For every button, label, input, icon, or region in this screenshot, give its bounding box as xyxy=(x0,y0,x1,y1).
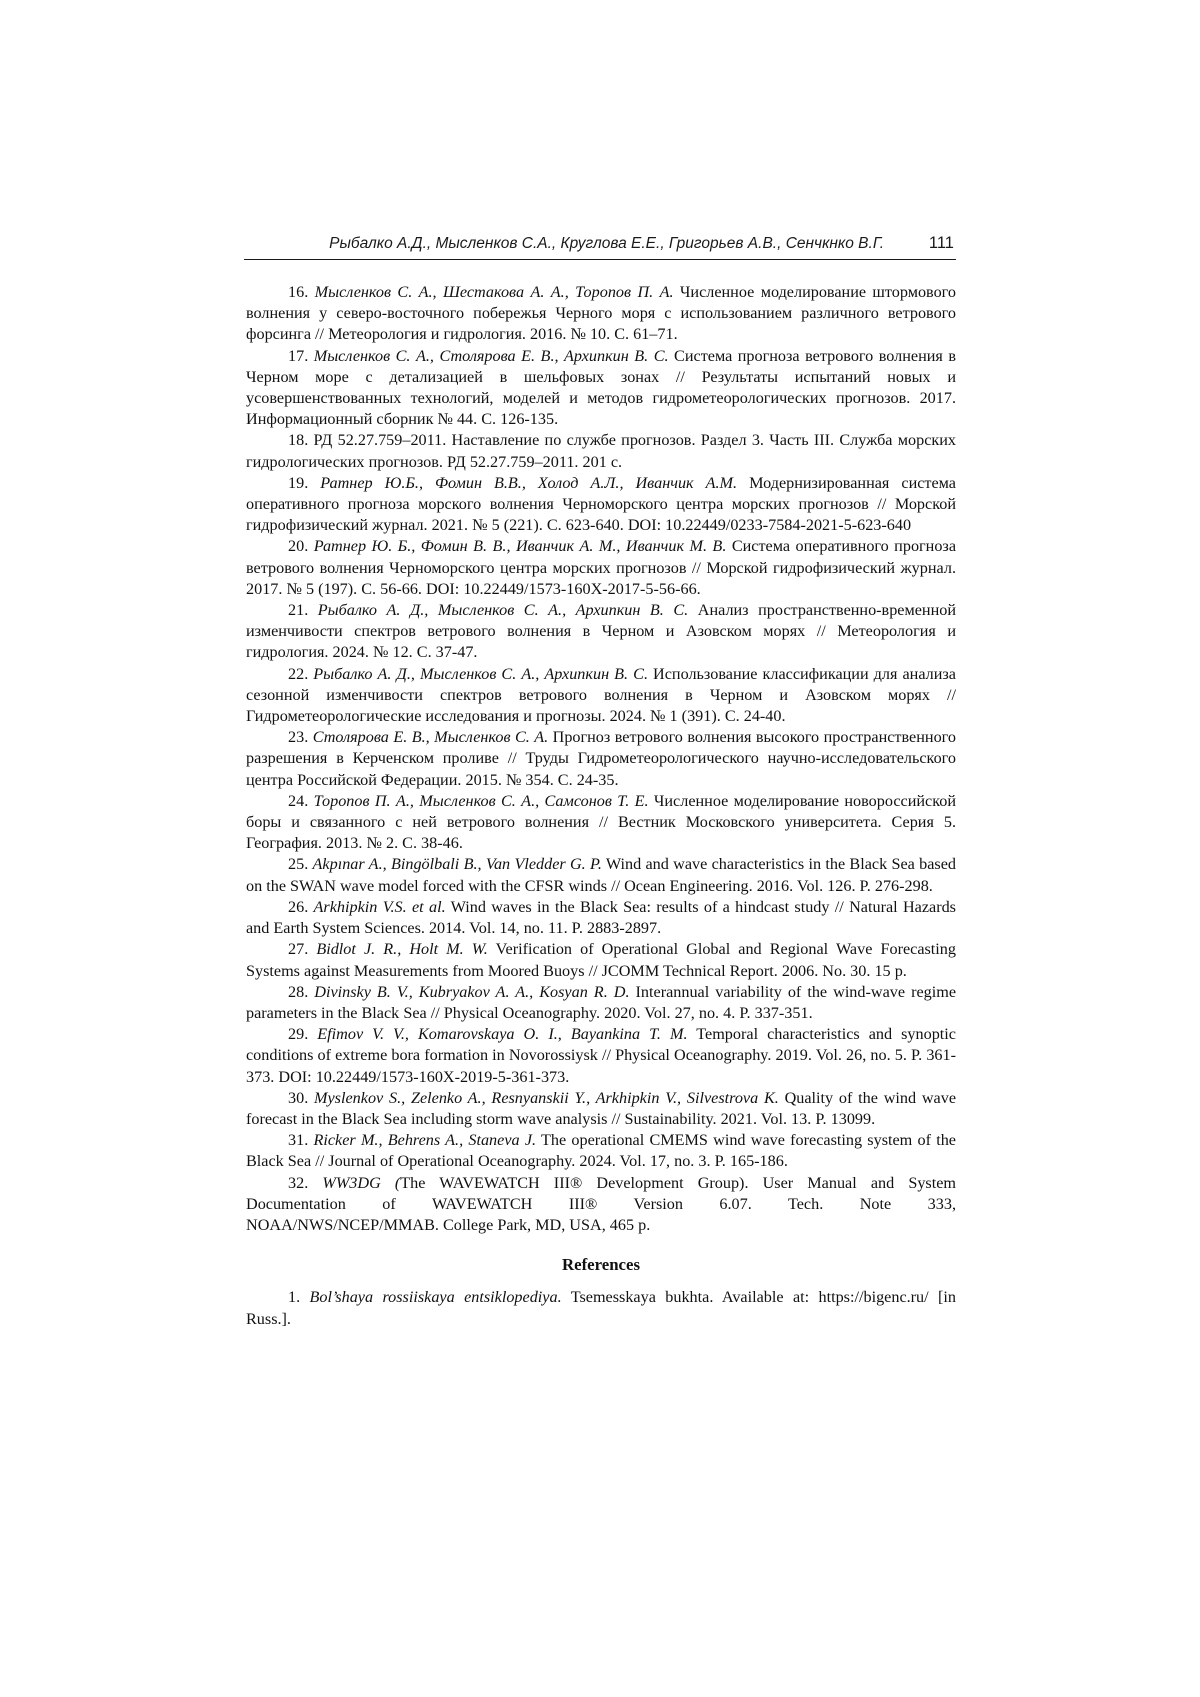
header-authors: Рыбалко А.Д., Мысленков С.А., Круглова Е.Е., Григорьев А.В., Сенчкнко В.Г. xyxy=(329,235,884,252)
reference-item: 27. Bidlot J. R., Holt M. W. Verification of Operational Global and Regional Wave Forecasting Systems against Measurements from Moored Buoys // JCOMM Technical Report. 2006. No. 30. 15 p. xyxy=(246,940,956,980)
running-head xyxy=(244,233,956,260)
reference-item: 21. Рыбалко А. Д., Мысленков С. А., Архипкин В. С. Анализ пространственно-временной изменчивости спектров ветрового волнения в Черном и Азовском морях // Метеорология и гидрология. 2024. № 12. С. 37-47. xyxy=(246,601,956,662)
reference-list xyxy=(246,282,956,1330)
reference-item: 16. Мысленков С. А., Шестакова А. А., Торопов П. А. Численное моделирование штормового волнения у северо-восточного побережья Черного моря с использованием различного ветрового форсинга // Метеорология и гидрология. 2016. № 10. С. 61–71. xyxy=(246,283,956,344)
reference-item: 19. Ратнер Ю.Б., Фомин В.В., Холод А.Л., Иванчик А.М. Модернизированная система оперативного прогноза морского волнения Черноморского центра морских прогнозов // Морской гидрофизический журнал. 2021. № 5 (221). С. 623-640. DOI: 10.22449/0233-7584-2021-5-623-640 xyxy=(246,473,956,535)
reference-item: 29. Efimov V. V., Komarovskaya O. I., Bayankina T. M. Temporal characteristics and synoptic conditions of extreme bora formation in Novorossiysk // Physical Oceanography. 2019. Vol. 26, no. 5. P. 361-373. DOI: 10.22449/1573-160X-2019-5-361-373. xyxy=(246,1025,956,1086)
reference-item: 25. Akpınar A., Bingölbali B., Van Vledder G. P. Wind and wave characteristics in the Black Sea based on the SWAN wave model forced with the CFSR winds // Ocean Engineering. 2016. Vol. 126. P. 276-298. xyxy=(246,855,956,895)
reference-item: 32. WW3DG (The WAVEWATCH III® Development Group). User Manual and System Documentation of WAVEWATCH III® Version 6.07. Tech. Note 333, NOAA/NWS/NCEP/MMAB. College Park, MD, USA, 465 p. xyxy=(246,1173,956,1237)
references-heading: References xyxy=(562,1255,640,1275)
reference-item: 24. Торопов П. А., Мысленков С. А., Самсонов Т. Е. Численное моделирование новороссийской боры и связанного с ней ветрового волнения // Вестник Московского университета. Серия 5. География. 2013. № 2. С. 38-46. xyxy=(246,791,956,853)
reference-item: 22. Рыбалко А. Д., Мысленков С. А., Архипкин В. С. Использование классификации для анализа сезонной изменчивости спектров ветрового волнения в Черном и Азовском морях // Гидрометеорологические исследования и прогнозы. 2024. № 1 (391). С. 24-40. xyxy=(246,664,956,726)
reference-item: 20. Ратнер Ю. Б., Фомин В. В., Иванчик А. М., Иванчик М. В. Система оперативного прогноза ветрового волнения Черноморского центра морских прогнозов // Морской гидрофизический журнал. 2017. № 5 (197). С. 56-66. DOI: 10.22449/1573-160X-2017-5-56-66. xyxy=(246,537,957,598)
reference-item: 1. Bol’shaya rossiiskaya entsiklopediya. Tsemesskaya bukhta. Available at: https://bigenc.ru/ [in Russ.]. xyxy=(246,1288,957,1328)
reference-item: 31. Ricker M., Behrens A., Staneva J. The operational CMEMS wind wave forecasting system of the Black Sea // Journal of Operational Oceanography. 2024. Vol. 17, no. 3. P. 165-186. xyxy=(246,1131,956,1171)
reference-item: 30. Myslenkov S., Zelenko A., Resnyanskii Y., Arkhipkin V., Silvestrova K. Quality of the wind wave forecast in the Black Sea including storm wave analysis // Sustainability. 2021. Vol. 13. P. 13099. xyxy=(246,1088,957,1128)
reference-item: 17. Мысленков С. А., Столярова Е. В., Архипкин В. С. Система прогноза ветрового волнения в Черном море с детализацией в шельфовых зонах // Результаты испытаний новых и усовершенствованных технологий, моделей и методов гидрометеорологических прогнозов. 2017. Информационный сборник № 44. С. 126-135. xyxy=(246,346,956,429)
reference-item: 28. Divinsky B. V., Kubryakov A. A., Kosyan R. D. Interannual variability of the wind-wave regime parameters in the Black Sea // Physical Oceanography. 2020. Vol. 27, no. 4. P. 337-351. xyxy=(246,982,957,1022)
reference-item: 26. Arkhipkin V.S. et al. Wind waves in the Black Sea: results of a hindcast study // Natural Hazards and Earth System Sciences. 2014. Vol. 14, no. 11. P. 2883-2897. xyxy=(246,897,956,938)
page-number: 111 xyxy=(928,234,954,252)
reference-item: 23. Столярова Е. В., Мысленков С. А. Прогноз ветрового волнения высокого пространственного разрешения в Керченском проливе // Труды Гидрометеорологического научно-исследовательского центра Российской Федерации. 2015. № 354. С. 24-35. xyxy=(246,728,956,789)
reference-item: 18. РД 52.27.759–2011. Наставление по службе прогнозов. Раздел 3. Часть III. Служба морских гидрологических прогнозов. РД 52.27.759–2011. 201 с. xyxy=(246,431,957,471)
reference-tail: NOAA/NWS/NCEP/MMAB. College Park, MD, USA, 465 p. xyxy=(246,1215,651,1234)
